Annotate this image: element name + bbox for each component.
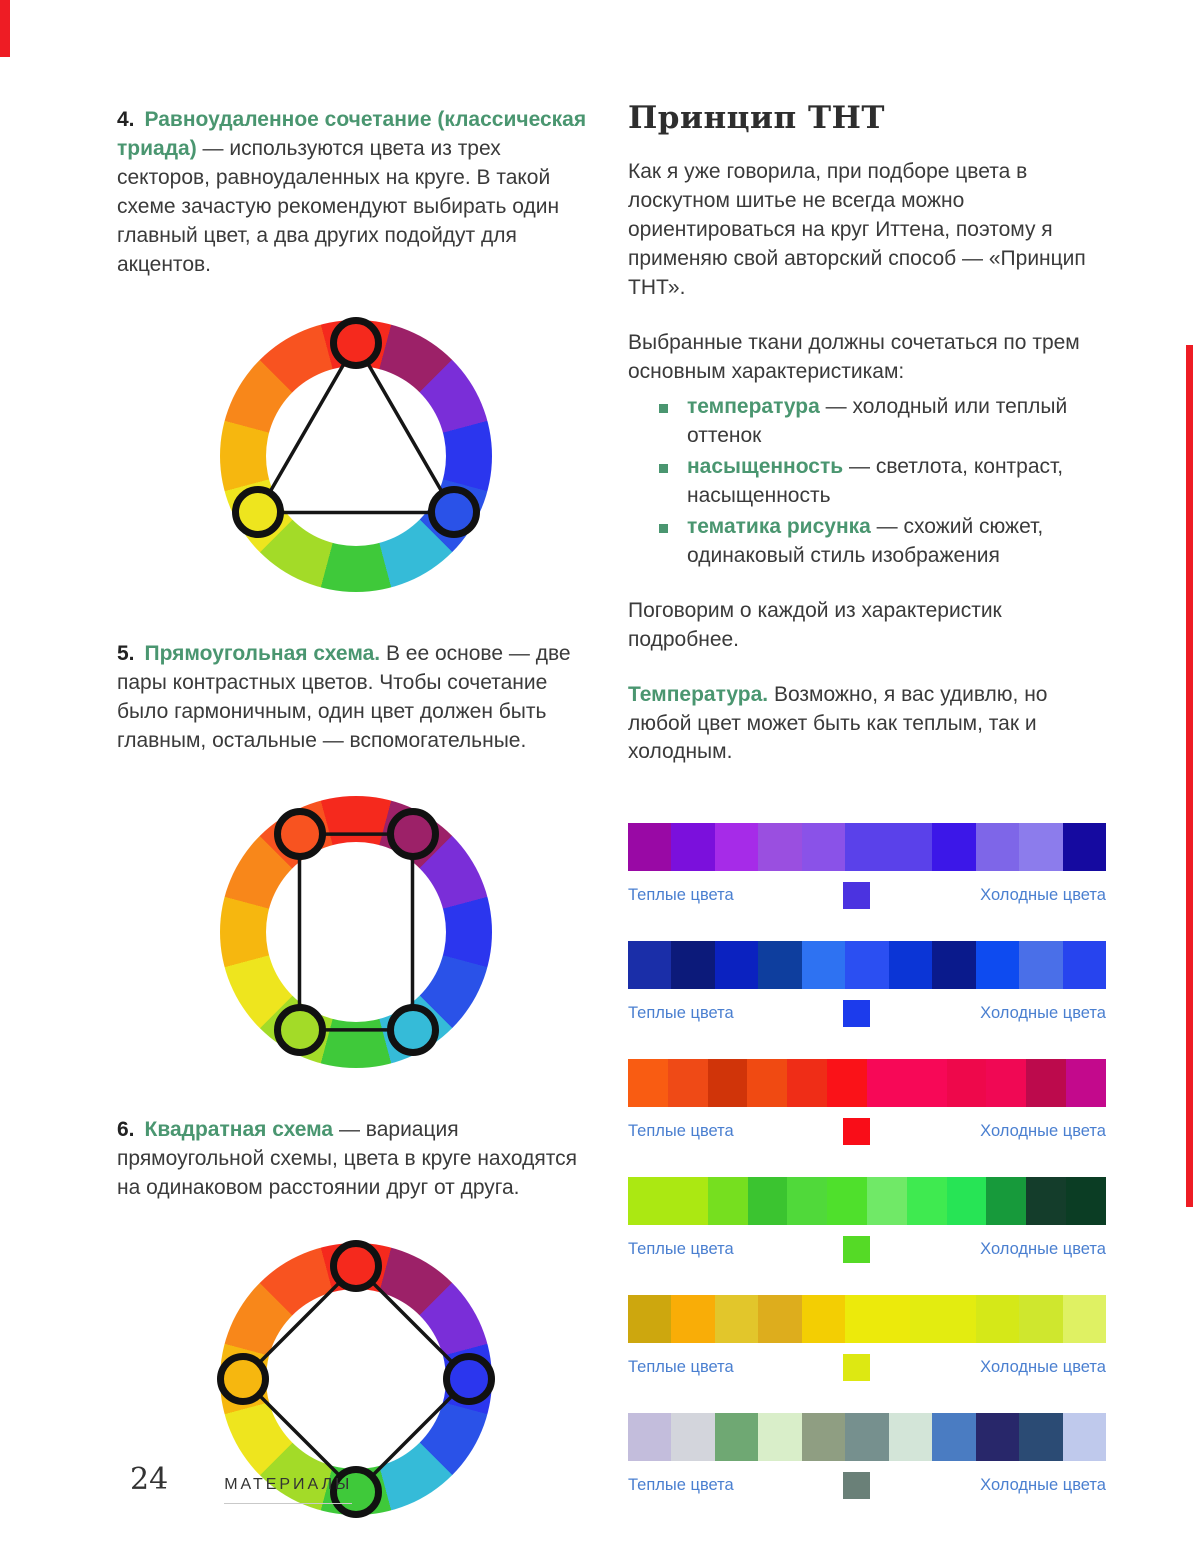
list-item-saturation	[628, 453, 1106, 511]
color-segment	[1019, 823, 1062, 871]
color-segment	[932, 1413, 975, 1461]
color-segment	[758, 1295, 801, 1343]
color-segment	[671, 1295, 714, 1343]
temperature-paragraph	[628, 681, 1106, 768]
right-column	[628, 100, 1106, 1531]
main-color-swatch	[843, 882, 870, 909]
color-segment	[1026, 1177, 1066, 1225]
color-segment	[802, 941, 845, 989]
color-segment	[1063, 1413, 1106, 1461]
color-strip-bar	[628, 1413, 1106, 1461]
wheel-node	[443, 1353, 495, 1405]
transition-paragraph: Поговорим о каждой из характеристик подробнее.	[628, 598, 1002, 651]
color-segment	[827, 1059, 867, 1107]
page-edge-mark-right	[1186, 345, 1193, 1207]
item-6-paragraph	[117, 1116, 595, 1203]
color-segment	[976, 1413, 1019, 1461]
page-footer	[130, 1462, 352, 1504]
color-segment	[628, 1413, 671, 1461]
term-theme: тематика рисунка	[687, 514, 871, 538]
characteristics-list	[628, 393, 1106, 571]
item-5-paragraph	[117, 640, 595, 756]
color-strip-labels	[628, 1471, 1106, 1499]
color-strip-labels	[628, 1235, 1106, 1263]
warm-colors-label: Теплые цвета	[628, 1357, 734, 1376]
main-color-swatch	[843, 1472, 870, 1499]
item-4-number: 4.	[117, 108, 135, 131]
color-segment	[845, 941, 888, 989]
color-strip	[628, 1413, 1106, 1499]
warm-colors-label: Теплые цвета	[628, 1475, 734, 1494]
intro-paragraph: Как я уже говорила, при подборе цвета в лоскутном шитье не всегда можно ориентироваться на круг Иттена, поэтому я применяю свой авторский способ — «Принцип ТНТ».	[628, 160, 1086, 299]
term-saturation-desc: — светлота, контраст, насыщенность	[687, 454, 1064, 507]
main-color-swatch	[843, 1118, 870, 1145]
color-segment	[671, 823, 714, 871]
color-segment	[827, 1177, 867, 1225]
color-segment	[787, 1059, 827, 1107]
color-segment	[845, 1413, 888, 1461]
color-strip-labels	[628, 881, 1106, 909]
color-segment	[1063, 1295, 1106, 1343]
warm-colors-label: Теплые цвета	[628, 1239, 734, 1258]
color-segment	[889, 941, 932, 989]
list-item-temperature	[628, 393, 1106, 451]
color-strips-section	[628, 823, 1106, 1499]
color-segment	[1019, 1295, 1062, 1343]
item-5-title: Прямоугольная схема.	[144, 641, 381, 665]
item-6-text: — вариация прямоугольной схемы, цвета в круге находятся на одинаковом расстоянии друг от друга.	[117, 1117, 577, 1199]
color-segment	[947, 1177, 987, 1225]
wheel-node	[428, 486, 480, 538]
wheel-node	[274, 1004, 326, 1056]
color-segment	[747, 1059, 787, 1107]
color-segment	[1066, 1177, 1106, 1225]
wheel-node	[330, 1240, 382, 1292]
wheel-node	[387, 808, 439, 860]
color-segment	[845, 1295, 910, 1343]
color-segment	[802, 823, 845, 871]
color-strip	[628, 1295, 1106, 1381]
color-segment	[867, 1059, 947, 1107]
color-segment	[758, 823, 801, 871]
term-saturation: насыщенность	[687, 454, 844, 478]
color-segment	[1063, 823, 1106, 871]
color-strip-labels	[628, 999, 1106, 1027]
color-segment	[802, 1295, 845, 1343]
cold-colors-label: Холодные цвета	[980, 1239, 1106, 1258]
term-temperature-desc: — холодный или теплый оттенок	[687, 394, 1068, 447]
item-6-title: Квадратная схема	[144, 1117, 334, 1141]
temperature-text: Возможно, я вас удивлю, но любой цвет может быть как теплым, так и холодным.	[628, 682, 1048, 764]
color-strip	[628, 941, 1106, 1027]
left-column	[117, 106, 595, 1563]
color-segment	[867, 1177, 907, 1225]
term-theme-desc: — схожий сюжет, одинаковый стиль изображения	[687, 514, 1044, 567]
warm-colors-label: Теплые цвета	[628, 885, 734, 904]
item-4-title: Равноудаленное сочетание (классическая триада)	[117, 108, 587, 160]
color-segment	[802, 1413, 845, 1461]
color-strip-bar	[628, 941, 1106, 989]
color-segment	[1019, 941, 1062, 989]
color-segment	[976, 823, 1019, 871]
footer-section-label: МАТЕРИАЛЫ	[224, 1476, 352, 1504]
color-segment	[976, 1295, 1019, 1343]
cold-colors-label: Холодные цвета	[980, 1121, 1106, 1140]
color-segment	[976, 941, 1019, 989]
color-strip	[628, 1177, 1106, 1263]
page-edge-mark-top-left	[0, 0, 10, 57]
cold-colors-label: Холодные цвета	[980, 1003, 1106, 1022]
main-color-swatch	[843, 1000, 870, 1027]
color-segment	[748, 1177, 788, 1225]
cold-colors-label: Холодные цвета	[980, 1357, 1106, 1376]
color-strip-bar	[628, 823, 1106, 871]
cold-colors-label: Холодные цвета	[980, 1475, 1106, 1494]
color-segment	[708, 1177, 748, 1225]
color-strip-bar	[628, 1295, 1106, 1343]
color-segment	[1019, 1413, 1062, 1461]
color-segment	[986, 1059, 1026, 1107]
wheel-node	[274, 808, 326, 860]
color-strip-bar	[628, 1059, 1106, 1107]
wheel-node	[217, 1353, 269, 1405]
item-4-paragraph	[117, 106, 595, 280]
warm-colors-label: Теплые цвета	[628, 1003, 734, 1022]
color-wheel-rectangle	[206, 782, 506, 1082]
color-segment	[708, 1059, 748, 1107]
wheel-node	[330, 317, 382, 369]
color-strip	[628, 823, 1106, 909]
color-segment	[787, 1177, 827, 1225]
color-segment	[845, 823, 932, 871]
item-5-text: В ее основе — две пары контрастных цветов. Чтобы сочетание было гармоничным, один цвет должен быть главным, остальные — вспомогательные.	[117, 641, 571, 752]
main-color-swatch	[843, 1354, 870, 1381]
color-segment	[671, 1413, 714, 1461]
color-segment	[907, 1177, 947, 1225]
page-number: 24	[130, 1462, 169, 1497]
warm-colors-label: Теплые цвета	[628, 1121, 734, 1140]
color-strip-labels	[628, 1117, 1106, 1145]
color-segment	[715, 823, 758, 871]
color-strip-bar	[628, 1177, 1106, 1225]
color-segment	[628, 1295, 671, 1343]
color-segment	[947, 1059, 987, 1107]
term-temperature: температура	[687, 394, 820, 418]
color-segment	[758, 941, 801, 989]
item-5-number: 5.	[117, 641, 135, 665]
color-segment	[715, 1413, 758, 1461]
color-segment	[628, 1059, 668, 1107]
color-segment	[628, 941, 671, 989]
color-segment	[715, 941, 758, 989]
color-strip	[628, 1059, 1106, 1145]
item-4-text: — используются цвета из трех секторов, равноудаленных на круге. В такой схеме зачастую рекомендуют выбирать один главный цвет, а два других подойдут для акцентов.	[117, 136, 560, 276]
cold-colors-label: Холодные цвета	[980, 885, 1106, 904]
color-wheel-triad	[206, 306, 506, 606]
temperature-lead: Температура.	[628, 682, 769, 706]
color-strip-labels	[628, 1353, 1106, 1381]
color-segment	[986, 1177, 1026, 1225]
color-segment	[628, 823, 671, 871]
main-color-swatch	[843, 1236, 870, 1263]
color-segment	[758, 1413, 801, 1461]
item-6-number: 6.	[117, 1117, 135, 1141]
color-segment	[668, 1059, 708, 1107]
color-segment	[671, 941, 714, 989]
color-segment	[889, 1413, 932, 1461]
color-segment	[1063, 941, 1106, 989]
color-segment	[715, 1295, 758, 1343]
color-segment	[910, 1295, 975, 1343]
color-segment	[932, 941, 975, 989]
color-segment	[1066, 1059, 1106, 1107]
list-item-theme	[628, 513, 1106, 571]
characteristics-intro: Выбранные ткани должны сочетаться по трем основным характеристикам:	[628, 330, 1080, 383]
wheel-node	[387, 1004, 439, 1056]
rectangle-lines	[206, 782, 506, 1082]
color-segment	[628, 1177, 708, 1225]
section-heading: Принцип ТНТ	[628, 100, 885, 136]
color-segment	[1026, 1059, 1066, 1107]
color-segment	[932, 823, 975, 871]
